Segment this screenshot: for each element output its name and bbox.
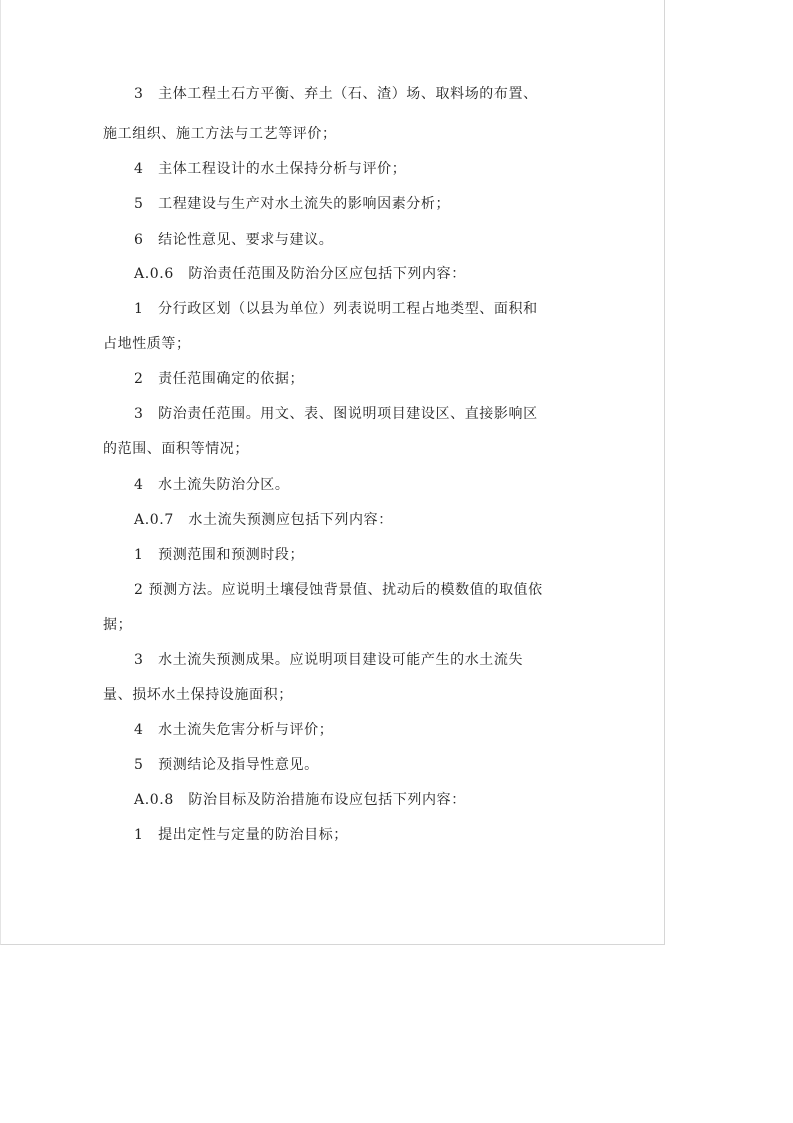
text-line: 2 预测方法。应说明土壤侵蚀背景值、扰动后的模数值的取值依: [134, 582, 543, 598]
section-heading-a07: A.0.7 水土流失预测应包括下列内容：: [134, 512, 393, 528]
text-line: 1 分行政区划（以县为单位）列表说明工程占地类型、面积和: [134, 301, 538, 317]
section-heading-a08: A.0.8 防治目标及防治措施布设应包括下列内容：: [134, 792, 466, 808]
text-line: 3 水土流失预测成果。应说明项目建设可能产生的水土流失: [134, 652, 524, 668]
text-line: 3 防治责任范围。用文、表、图说明项目建设区、直接影响区: [134, 406, 538, 422]
text-line: 2 责任范围确定的依据；: [134, 371, 305, 387]
text-line: 4 水土流失危害分析与评价；: [134, 722, 334, 738]
text-line: 的范围、面积等情况；: [103, 441, 249, 457]
text-line: 5 预测结论及指导性意见。: [134, 757, 319, 773]
text-line: 1 预测范围和预测时段；: [134, 547, 305, 563]
text-line: 据；: [103, 617, 133, 633]
text-line: 5 工程建设与生产对水土流失的影响因素分析；: [134, 196, 451, 212]
text-line: 3 主体工程土石方平衡、弃土（石、渣）场、取料场的布置、: [134, 86, 538, 102]
text-line: 4 主体工程设计的水土保持分析与评价；: [134, 161, 407, 177]
text-line: 6 结论性意见、要求与建议。: [134, 232, 334, 248]
text-line: 占地性质等；: [103, 336, 191, 352]
text-line: 1 提出定性与定量的防治目标；: [134, 827, 348, 843]
text-line: 量、损坏水土保持设施面积；: [103, 687, 293, 703]
text-line: 4 水土流失防治分区。: [134, 477, 290, 493]
section-heading-a06: A.0.6 防治责任范围及防治分区应包括下列内容：: [134, 266, 466, 282]
text-line: 施工组织、施工方法与工艺等评价；: [103, 126, 337, 142]
